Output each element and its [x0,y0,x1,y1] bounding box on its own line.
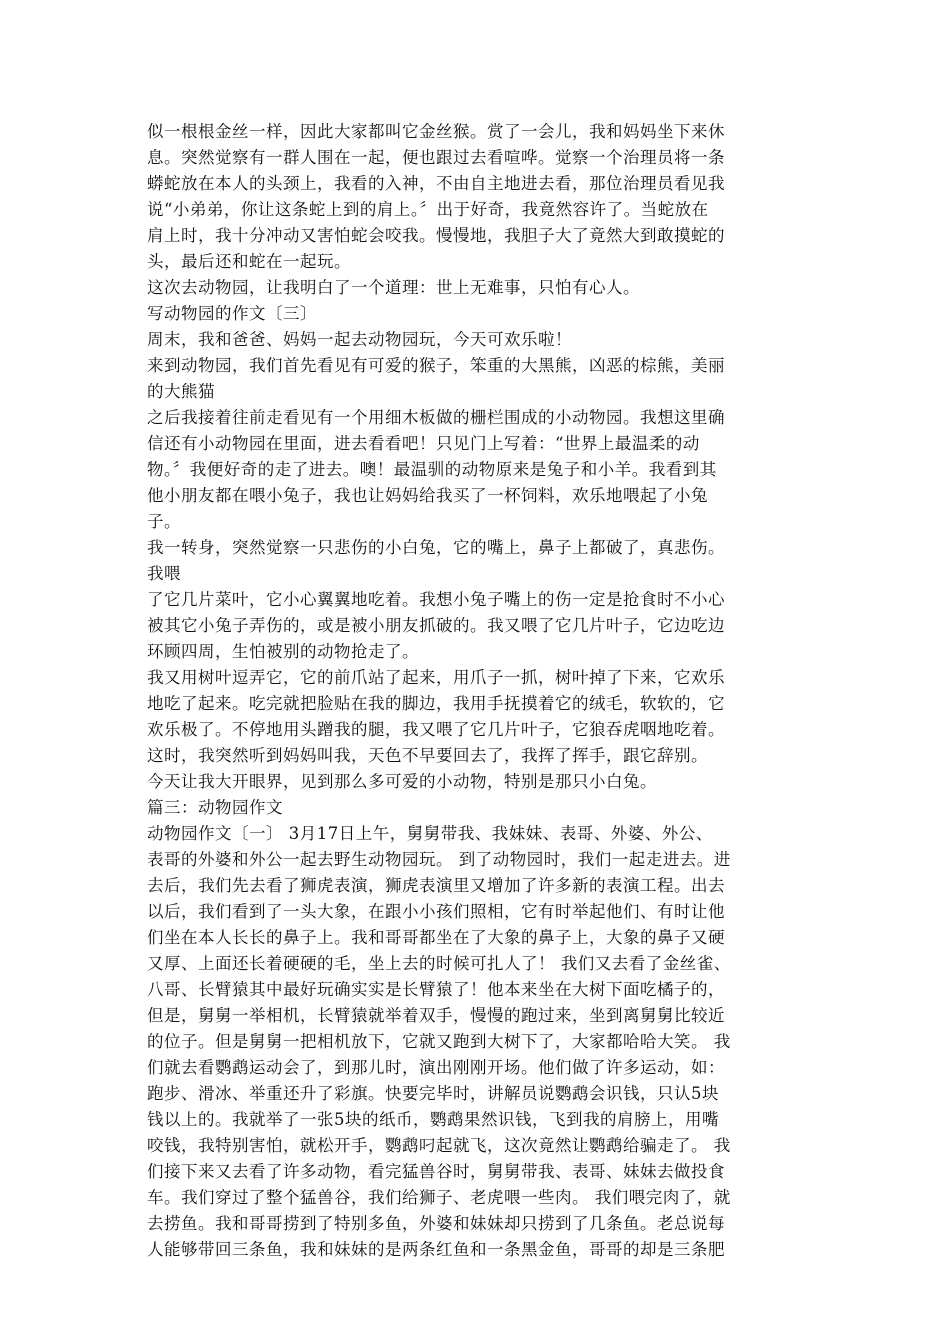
paragraph: 之后我接着往前走看见有一个用细木板做的栅栏围成的小动物园。我想这里确 信还有小动物园在里面，进去看看吧！只见门上写着：“世界上最温柔的动 物。〞我便好奇的走了进去。噢！最温驯的动物原来是兔子和小羊。我看到其 他小朋友都在喂小兔子，我也让妈妈给我买了一杯饲料，欢乐地喂起了小兔 子。 [147,408,725,531]
section-heading: 篇三：动物园作文 [147,798,283,817]
paragraph: 了它几片菜叶，它小心翼翼地吃着。我想小兔子嘴上的伤一定是抢食时不小心 被其它小兔子弄伤的，或是被小朋友抓破的。我又喂了它几片叶子，它边吃边 环顾四周，生怕被别的动物抢走了。 [147,590,725,661]
paragraph: 我一转身，突然觉察一只悲伤的小白兔，它的嘴上，鼻子上都破了，真悲伤。 我喂 [147,538,725,583]
paragraph: 来到动物园，我们首先看见有可爱的猴子，笨重的大黑熊，凶恶的棕熊，美丽 的大熊猫 [147,356,725,401]
paragraph: 动物园作文〔一〕 3月17日上午，舅舅带我、我妹妹、表哥、外婆、外公、 表哥的外婆和外公一起去野生动物园玩。 到了动物园时，我们一起走进去。进 去后，我们先去看了狮虎表演，狮虎表演里又增加了许多新的表演工程。出去 以后，我们看到了一头大象，在跟小小孩们照相，它有时举起他们、有时让他 们坐在本人长长的鼻子上。我和哥哥都坐在了大象的鼻子上，大象的鼻子又硬 又厚、上面还长着硬硬的毛，坐上去的时候可扎人了！ 我们又去看了金丝雀、 八哥、长臂猿其中最好玩确实实是长臂猿了！他本来坐在大树下面吃橘子的， 但是，舅舅一举相机，长臂猿就举着双手，慢慢的跑过来，坐到离舅舅比较近 的位子。但是舅舅一把相机放下，它就又跑到大树下了，大家都哈哈大笑。 我 们就去看鹦鹉运动会了，到那儿时，演出刚刚开场。他们做了许多运动，如： 跑步、滑冰、举重还升了彩旗。快要完毕时，讲解员说鹦鹉会识钱，只认5块 钱以上的。我就举了一张5块的纸币，鹦鹉果然识钱，飞到我的肩膀上，用嘴 咬钱，我特别害怕，就松开手，鹦鹉叼起就飞，这次竟然让鹦鹉给骗走了。 我 们接下来又去看了许多动物，看完猛兽谷时，舅舅带我、表哥、妹妹去做投食 车。我们穿过了整个猛兽谷，我们给狮子、老虎喂一些肉。 我们喂完肉了，就 去捞鱼。我和哥哥捞到了特别多鱼，外婆和妹妹却只捞到了几条鱼。老总说每 人能够带回三条鱼，我和妹妹的是两条红鱼和一条黑金鱼，哥哥的却是三条肥 [147,824,731,1259]
document-body [147,119,807,1263]
paragraph: 似一根根金丝一样，因此大家都叫它金丝猴。赏了一会儿，我和妈妈坐下来休 息。突然觉察有一群人围在一起，便也跟过去看喧哗。觉察一个治理员将一条 蟒蛇放在本人的头颈上，我看的入神，不由自主地进去看，那位治理员看见我 说“小弟弟，你让这条蛇上到的肩上。〞出于好奇，我竟然容许了。当蛇放在 肩上时，我十分冲动又害怕蛇会咬我。慢慢地，我胆子大了竟然大到敢摸蛇的 头，最后还和蛇在一起玩。 [147,122,725,271]
paragraph: 这次去动物园，让我明白了一个道理：世上无难事，只怕有心人。 [147,278,640,297]
paragraph: 我又用树叶逗弄它，它的前爪站了起来，用爪子一抓，树叶掉了下来，它欢乐 地吃了起来。吃完就把脸贴在我的脚边，我用手抚摸着它的绒毛，软软的，它 欢乐极了。不停地用头蹭我的腿，我又喂了它几片叶子，它狼吞虎咽地吃着。 这时，我突然听到妈妈叫我，天色不早要回去了，我挥了挥手，跟它辞别。 [147,668,725,765]
paragraph: 周末，我和爸爸、妈妈一起去动物园玩，今天可欢乐啦！ [147,330,572,349]
paragraph: 今天让我大开眼界，见到那么多可爱的小动物，特别是那只小白兔。 [147,772,657,791]
section-heading: 写动物园的作文〔三〕 [147,304,317,323]
